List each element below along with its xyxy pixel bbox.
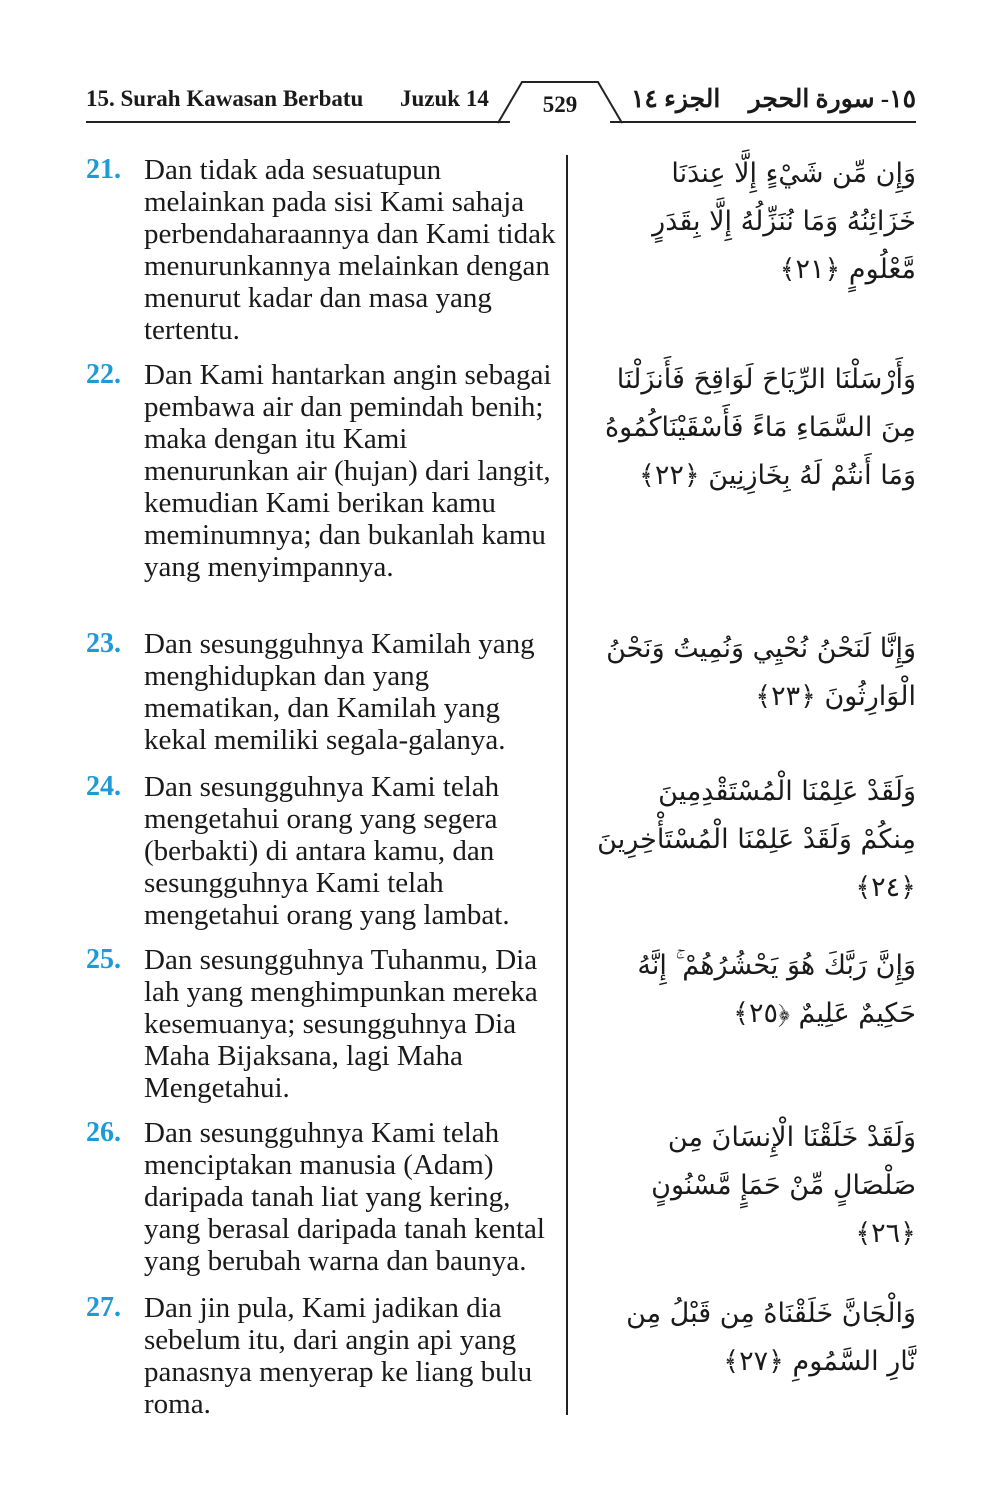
verse-arabic: وَأَرْسَلْنَا الرِّيَاحَ لَوَاقِحَ فَأَنزَلْنَا مِنَ السَّمَاءِ مَاءً فَأَسْقَيْنَاكُمُوهُ وَمَا أَنتُمْ لَهُ بِخَازِنِينَ ﴿٢٢﴾ [605, 364, 916, 491]
page-number: 529 [542, 92, 578, 117]
verse-translation: Dan tidak ada sesuatupun melainkan pada sisi Kami sahaja perbendaharaannya dan Kami tidak menurunkannya melainkan dengan menurut kadar dan masa yang tertentu. [144, 154, 556, 346]
verse-number: 26. [86, 1117, 121, 1148]
verse-arabic: وَلَقَدْ عَلِمْنَا الْمُسْتَقْدِمِينَ مِنكُمْ وَلَقَدْ عَلِمْنَا الْمُسْتَأْخِرِينَ ﴿٢٤﴾ [597, 776, 916, 903]
header-rule-left [86, 121, 510, 123]
page-number-tab [498, 80, 622, 124]
verse-translation: Dan sesungguhnya Kamilah yang menghidupkan dan yang mematikan, dan Kamilah yang kekal memiliki segala-galanya. [144, 628, 535, 756]
column-divider [566, 155, 568, 1415]
verse-translation: Dan Kami hantarkan angin sebagai pembawa air dan pemindah benih; maka dengan itu Kami menurunkan air (hujan) dari langit, kemudian Kami berikan kamu meminumnya; dan bukanlah kamu yang menyimpannya. [144, 359, 552, 583]
juz-arabic: الجزء ١٤ [631, 86, 721, 113]
header-rule-right [610, 121, 916, 123]
verse-number: 24. [86, 771, 121, 802]
verse-number: 25. [86, 944, 121, 975]
juzuk-label: Juzuk 14 [400, 86, 489, 111]
verse-arabic: وَإِنَّا لَنَحْنُ نُحْيِي وَنُمِيتُ وَنَحْنُ الْوَارِثُونَ ﴿٢٣﴾ [606, 633, 916, 712]
verse-arabic: وَإِنَّ رَبَّكَ هُوَ يَحْشُرُهُمْ ۚ إِنَّهُ حَكِيمٌ عَلِيمٌ ﴿٢٥﴾ [637, 950, 916, 1029]
verse-arabic: وَلَقَدْ خَلَقْنَا الْإِنسَانَ مِن صَلْصَالٍ مِّنْ حَمَإٍ مَّسْنُونٍ ﴿٢٦﴾ [651, 1122, 916, 1249]
verse-translation: Dan sesungguhnya Kami telah mengetahui orang yang segera (berbakti) di antara kamu, dan sesungguhnya Kami telah mengetahui orang yang lambat. [144, 771, 510, 931]
verse-translation: Dan sesungguhnya Kami telah menciptakan manusia (Adam) daripada tanah liat yang kering, yang berasal daripada tanah kental yang berubah warna dan baunya. [144, 1117, 545, 1277]
surah-title-arabic: ١٥- سورة الحجر [748, 86, 916, 113]
verse-translation: Dan sesungguhnya Tuhanmu, Dia lah yang menghimpunkan mereka kesemuanya; sesungguhnya Dia Maha Bijaksana, lagi Maha Mengetahui. [144, 944, 538, 1104]
surah-title: 15. Surah Kawasan Berbatu [86, 86, 364, 111]
verse-translation: Dan jin pula, Kami jadikan dia sebelum itu, dari angin api yang panasnya menyerap ke liang bulu roma. [144, 1292, 533, 1420]
verse-number: 27. [86, 1292, 121, 1323]
verse-arabic: وَالْجَانَّ خَلَقْنَاهُ مِن قَبْلُ مِن نَّارِ السَّمُومِ ﴿٢٧﴾ [626, 1298, 916, 1377]
verse-number: 21. [86, 154, 121, 185]
verse-number: 23. [86, 628, 121, 659]
verse-number: 22. [86, 359, 121, 390]
verse-arabic: وَإِن مِّن شَيْءٍ إِلَّا عِندَنَا خَزَائِنُهُ وَمَا نُنَزِّلُهُ إِلَّا بِقَدَرٍ مَّعْلُومٍ ﴿٢١﴾ [652, 158, 916, 285]
page-header [86, 80, 916, 124]
